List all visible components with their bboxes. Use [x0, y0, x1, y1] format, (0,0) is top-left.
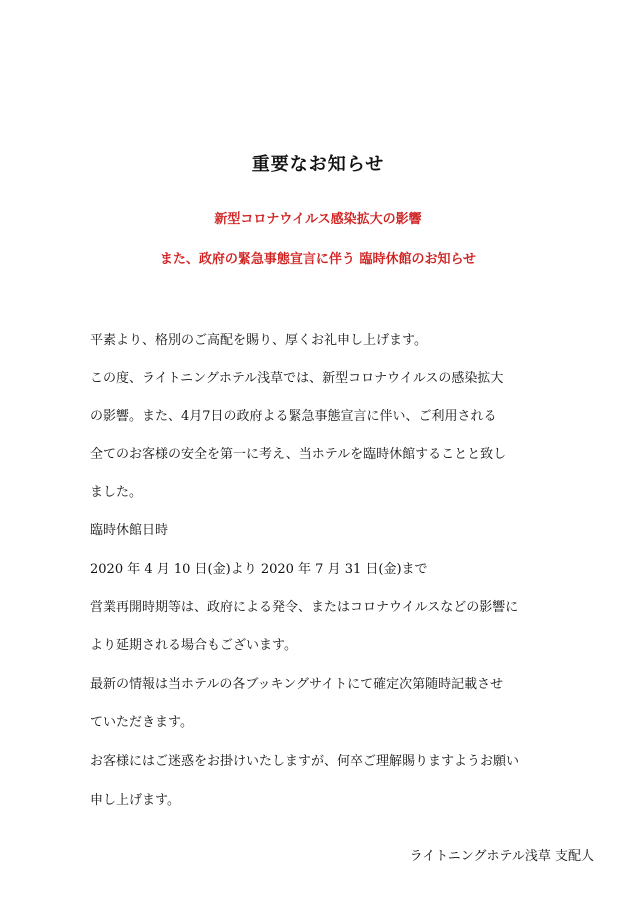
subtitle-line-1: 新型コロナウイルス感染拡大の影響 — [214, 212, 422, 227]
body-line: 平素より、格別のご高配を賜り、厚くお礼申し上げます。 — [90, 333, 427, 348]
closure-dates: 2020 年 4 月 10 日(金)より 2020 年 7 月 31 日(金)まで — [90, 562, 428, 577]
body-line: 全てのお客様の安全を第一に考え、当ホテルを臨時休館することと致し — [90, 447, 507, 462]
body-line: 最新の情報は当ホテルの各ブッキングサイトにて確定次第随時記載させ — [90, 677, 504, 692]
body-line: 営業再開時期等は、政府による発令、またはコロナウイルスなどの影響に — [90, 600, 519, 615]
body-line: より延期される場合もございます。 — [90, 638, 297, 653]
body-line: お客様にはご迷惑をお掛けいたしますが、何卒ご理解賜りますようお願い — [90, 754, 520, 769]
closure-heading: 臨時休館日時 — [90, 523, 169, 538]
body-line: ました。 — [90, 485, 143, 500]
body-line: この度、ライトニングホテル浅草では、新型コロナウイルスの感染拡大 — [90, 371, 504, 386]
body-line: の影響。また、4月7日の政府よる緊急事態宣言に伴い、ご利用される — [90, 409, 497, 424]
body-line: ていただきます。 — [90, 715, 193, 730]
notice-title: 重要なお知らせ — [251, 154, 385, 175]
signature: ライトニングホテル浅草 支配人 — [409, 849, 594, 864]
subtitle-line-2: また、政府の緊急事態宣言に伴う 臨時休館のお知らせ — [159, 252, 477, 267]
body-line: 申し上げます。 — [90, 793, 180, 808]
